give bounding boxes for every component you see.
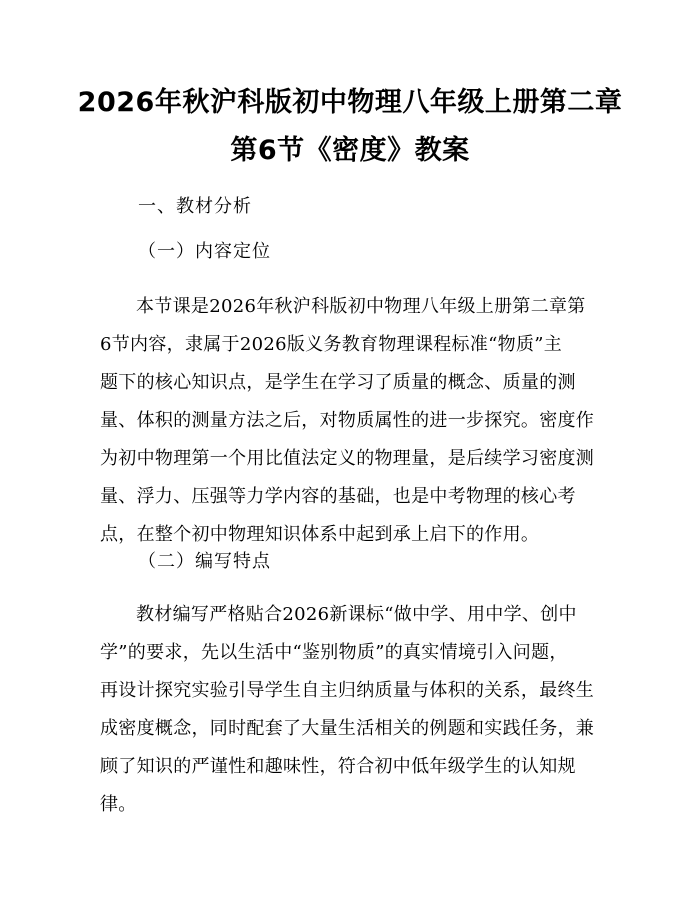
paragraph-line: 量、体积的测量方法之后，对物质属性的进一步探究。密度作 (100, 410, 595, 431)
paragraph-line: 量、浮力、压强等力学内容的基础，也是中考物理的核心考 (100, 486, 576, 507)
paragraph-line: 成密度概念，同时配套了大量生活相关的例题和实践任务，兼 (100, 718, 595, 739)
paragraph-line: 6节内容，隶属于2026版义务教育物理课程标准“物质”主 (100, 334, 563, 355)
document-title-line-2: 第6节《密度》教案 (230, 135, 470, 166)
paragraph-line: 学”的要求，先以生活中“鉴别物质”的真实情境引入问题， (100, 642, 568, 663)
paragraph-writing-features (100, 596, 615, 824)
paragraph-line: 教材编写严格贴合2026新课标“做中学、用中学、创中 (136, 604, 577, 625)
paragraph-line: 本节课是2026年秋沪科版初中物理八年级上册第二章第 (136, 296, 586, 317)
paragraph-line: 顾了知识的严谨性和趣味性，符合初中低年级学生的认知规 (100, 756, 576, 777)
subsection-heading-content-positioning: （一）内容定位 (138, 241, 271, 262)
paragraph-content-positioning (100, 288, 615, 554)
paragraph-line: 点，在整个初中物理知识体系中起到承上启下的作用。 (100, 524, 540, 545)
paragraph-line: 为初中物理第一个用比值法定义的物理量，是后续学习密度测 (100, 448, 595, 469)
paragraph-line: 律。 (100, 794, 137, 815)
paragraph-line: 题下的核心知识点，是学生在学习了质量的概念、质量的测 (100, 372, 576, 393)
section-heading-textbook-analysis: 一、教材分析 (138, 196, 252, 217)
subsection-heading-writing-features: （二）编写特点 (138, 551, 271, 572)
document-title-line-1: 2026年秋沪科版初中物理八年级上册第二章 (77, 87, 623, 118)
paragraph-line: 再设计探究实验引导学生自主归纳质量与体积的关系，最终生 (100, 680, 595, 701)
